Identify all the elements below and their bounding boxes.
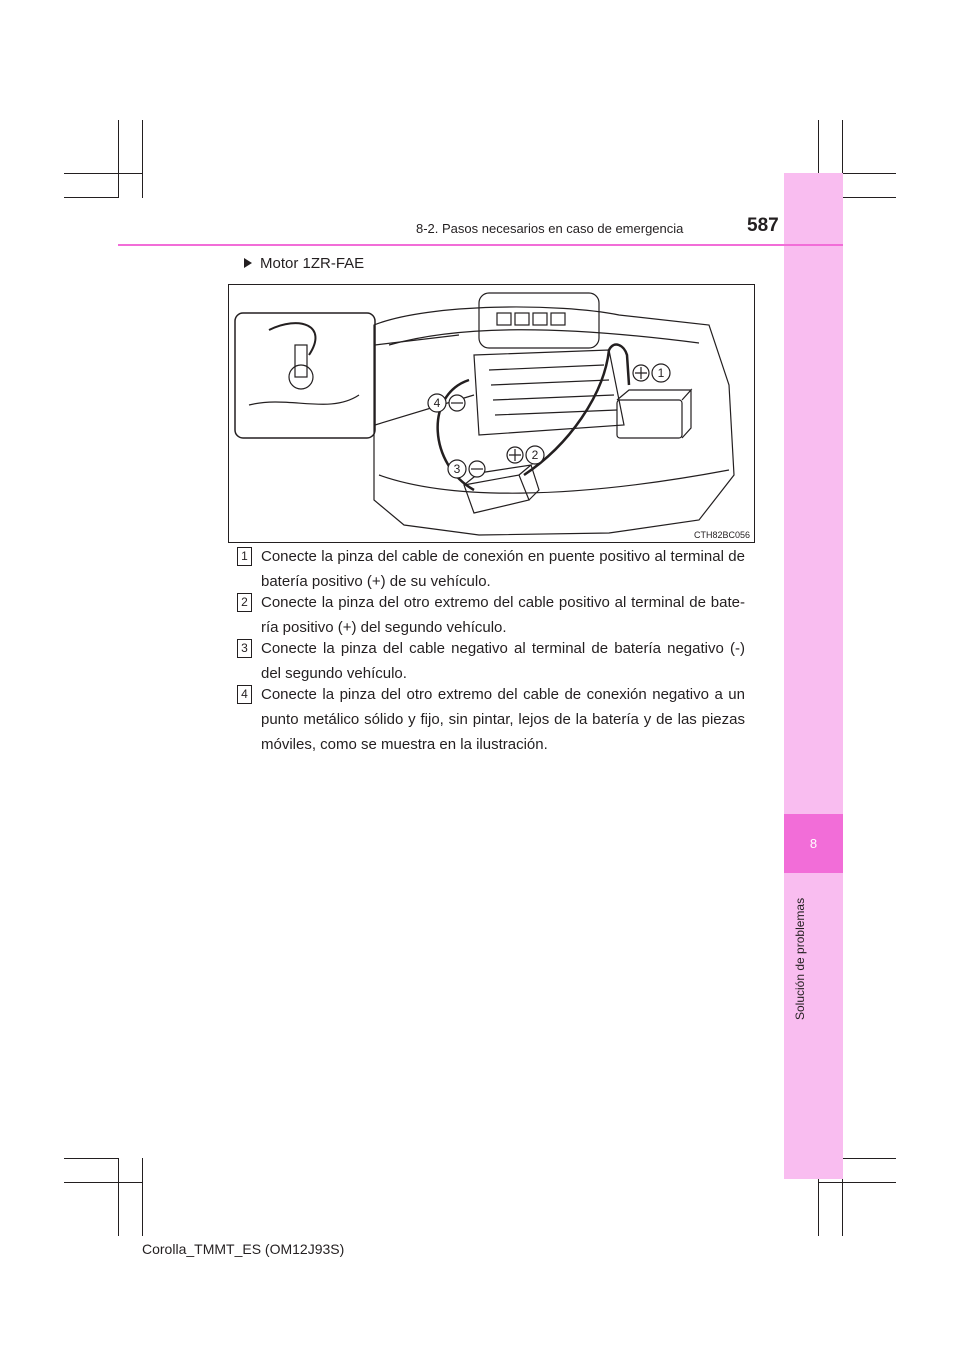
step-item [237, 682, 745, 757]
subheading-text: Motor 1ZR-FAE [260, 255, 365, 272]
crop-mark [64, 1158, 118, 1159]
step-number: 4 [237, 685, 252, 704]
callout-label: 1 [657, 366, 665, 380]
engine-illustration [228, 284, 755, 543]
chapter-number-tab[interactable]: 8 [784, 814, 843, 873]
crop-mark [64, 1182, 142, 1183]
callout-label: 2 [531, 448, 539, 462]
callout-label: 4 [433, 396, 441, 410]
crop-mark [818, 1182, 896, 1183]
callout-label: 3 [453, 462, 461, 476]
crop-mark [142, 120, 143, 198]
document-footer: Corolla_TMMT_ES (OM12J93S) [142, 1241, 345, 1257]
section-title: 8-2. Pasos necesarios en caso de emergencia [416, 221, 684, 236]
step-number: 3 [237, 639, 252, 658]
step-item [237, 544, 745, 594]
page-number: 587 [747, 215, 779, 236]
step-number: 2 [237, 593, 252, 612]
step-text: Conecte la pinza del cable negativo al terminal de batería negativo (-) del segundo vehículo. [261, 640, 745, 682]
subheading [244, 255, 364, 272]
crop-mark [142, 1158, 143, 1236]
step-text: Conecte la pinza del otro extremo del cable de conexión negativo a un punto metálico sólido y fijo, sin pintar, lejos de la batería y de las piezas móviles, como se muestra en la ilustración. [261, 686, 745, 753]
step-item [237, 636, 745, 686]
triangle-bullet-icon [244, 258, 252, 268]
chapter-label: Solución de problemas [793, 897, 807, 1020]
header-rule [118, 244, 843, 246]
engine-bay-drawing [229, 285, 754, 542]
step-number: 1 [237, 547, 252, 566]
crop-mark [842, 197, 896, 198]
step-item [237, 590, 745, 640]
step-text: Conecte la pinza del cable de conexión en puente positivo al terminal de batería positivo (+) de su vehículo. [261, 548, 745, 590]
crop-mark [64, 197, 118, 198]
crop-mark [118, 120, 119, 198]
crop-mark [118, 1158, 119, 1236]
crop-mark [64, 173, 142, 174]
step-text: Conecte la pinza del otro extremo del cable positivo al terminal de bate-ría positivo (+) del segundo vehículo. [261, 594, 745, 636]
crop-mark [842, 1158, 896, 1159]
figure-code: CTH82BC056 [693, 530, 750, 540]
chapter-side-strip [784, 173, 843, 1179]
